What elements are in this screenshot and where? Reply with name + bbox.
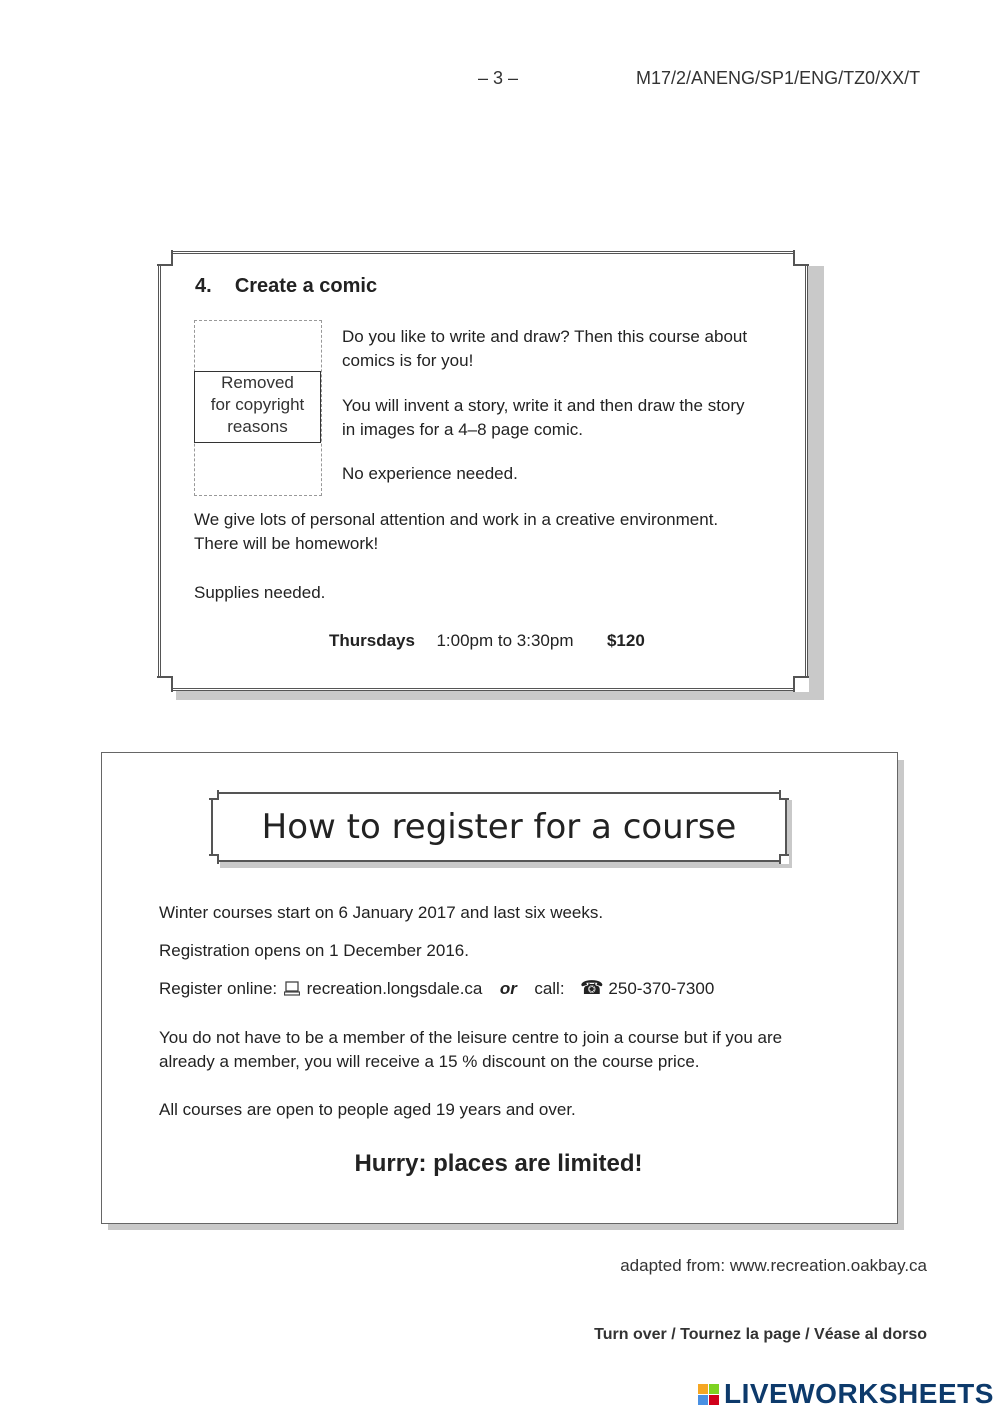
computer-icon bbox=[282, 977, 302, 1001]
phone-icon: ☎ bbox=[580, 978, 604, 999]
course-paragraph-3: No experience needed. bbox=[342, 464, 518, 483]
copyright-notice: Removed for copyright reasons bbox=[194, 371, 321, 443]
course-paragraph-2: You will invent a story, write it and then draw the story in images for a 4–8 page comic. bbox=[342, 396, 745, 439]
course-paragraph-5: Supplies needed. bbox=[194, 583, 326, 602]
course-number: 4. bbox=[195, 275, 212, 297]
phone-number[interactable]: 250-370-7300 bbox=[608, 979, 715, 998]
winter-courses-line: Winter courses start on 6 January 2017 and last six weeks. bbox=[159, 903, 604, 922]
or-text: or bbox=[499, 979, 517, 998]
course-day: Thursdays bbox=[329, 631, 415, 650]
course-time: 1:00pm to 3:30pm bbox=[436, 631, 574, 650]
course-heading bbox=[195, 275, 377, 298]
liveworksheets-logo bbox=[698, 1378, 994, 1410]
register-title: How to register for a course bbox=[261, 807, 737, 847]
document-code: M17/2/ANENG/SP1/ENG/TZ0/XX/T bbox=[636, 68, 921, 88]
liveworksheets-mark-icon bbox=[698, 1384, 720, 1406]
course-paragraph-1: Do you like to write and draw? Then this course about comics is for you! bbox=[342, 327, 748, 370]
page-number: – 3 – bbox=[478, 68, 519, 88]
membership-paragraph: You do not have to be a member of the leisure centre to join a course but if you are already a member, you will receive a 15 % discount on the course price. bbox=[159, 1028, 783, 1071]
liveworksheets-brand: LIVEWORKSHEETS bbox=[724, 1378, 994, 1409]
course-paragraph-4: We give lots of personal attention and work in a creative environment. There will be homework! bbox=[194, 510, 719, 553]
website-link[interactable]: recreation.longsdale.ca bbox=[306, 979, 483, 998]
register-contact-line bbox=[159, 977, 714, 1001]
turn-over-note: Turn over / Tournez la page / Véase al dorso bbox=[594, 1326, 927, 1343]
course-schedule bbox=[329, 629, 645, 653]
registration-opens-line: Registration opens on 1 December 2016. bbox=[159, 941, 469, 960]
call-label: call: bbox=[534, 979, 565, 998]
register-online-label: Register online: bbox=[159, 979, 278, 998]
course-price: $120 bbox=[606, 631, 645, 650]
hurry-notice: Hurry: places are limited! bbox=[354, 1150, 643, 1177]
course-title: Create a comic bbox=[234, 275, 378, 297]
age-requirement-line: All courses are open to people aged 19 years and over. bbox=[159, 1100, 576, 1119]
source-attribution: adapted from: www.recreation.oakbay.ca bbox=[620, 1256, 927, 1275]
